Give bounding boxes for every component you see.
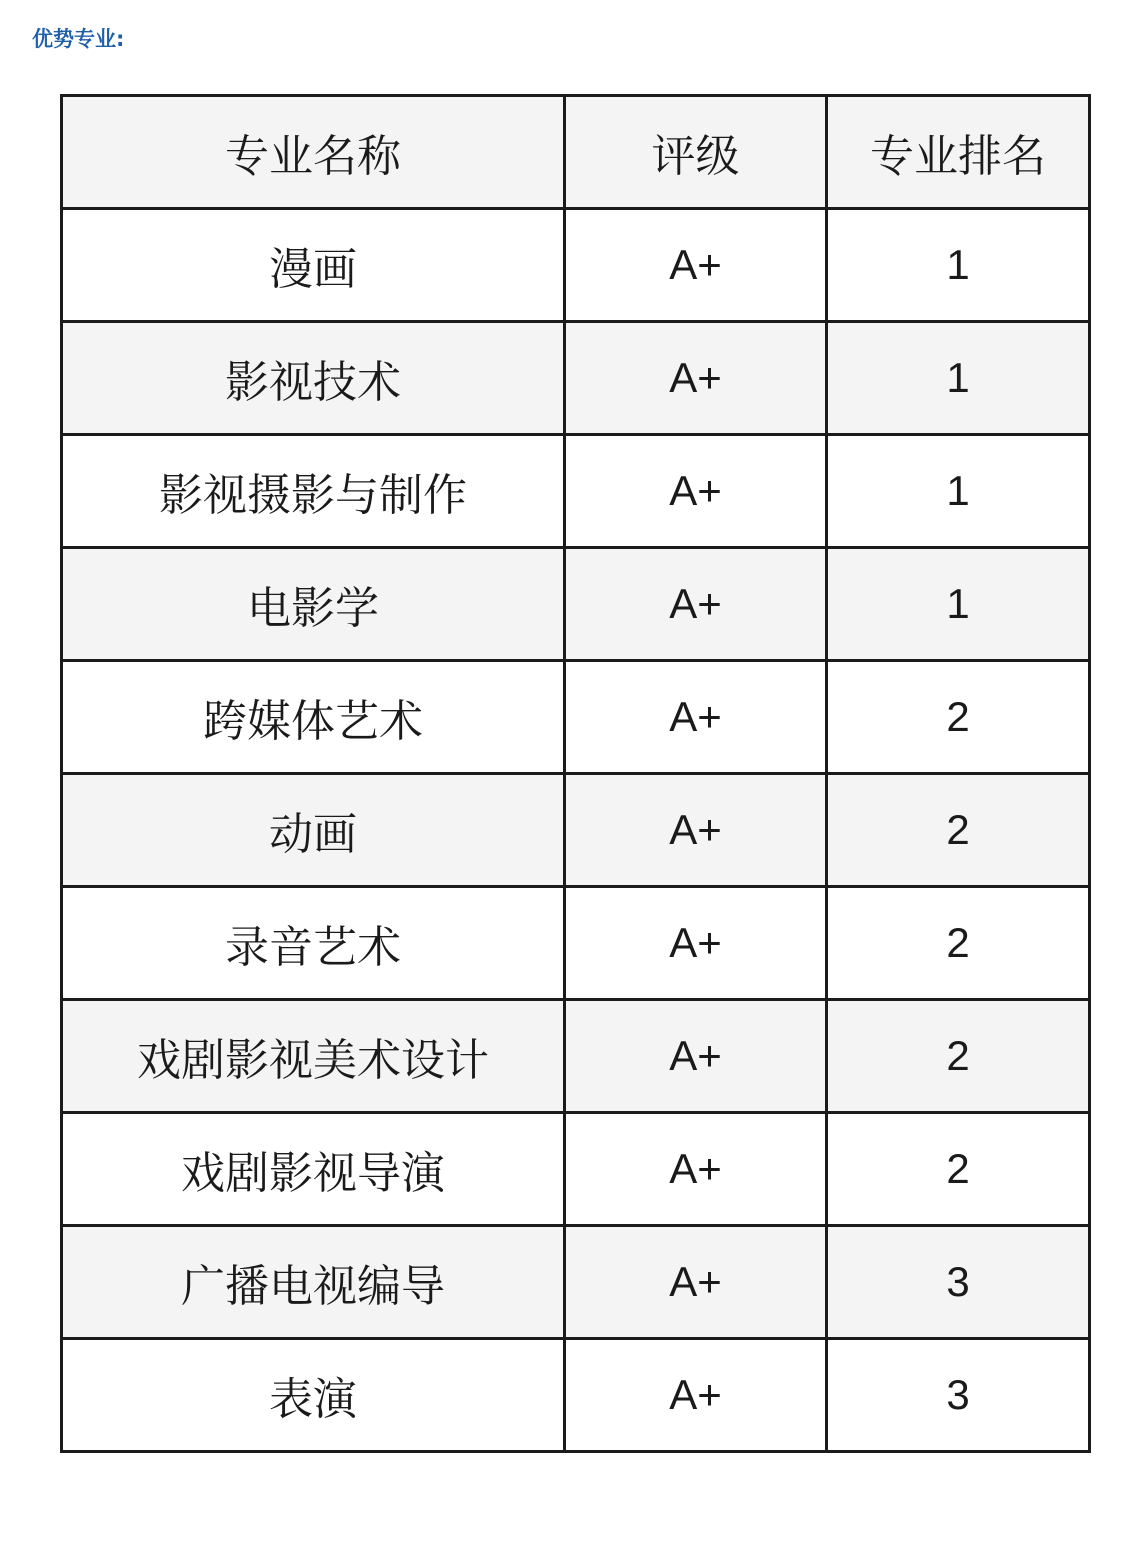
major-name-cell: 影视技术 <box>62 322 565 435</box>
major-name-cell: 表演 <box>62 1339 565 1452</box>
header-rank: 专业排名 <box>827 96 1090 209</box>
rank-cell: 2 <box>827 887 1090 1000</box>
majors-table <box>60 94 1091 1453</box>
grade-cell: A+ <box>565 887 827 1000</box>
table-row <box>62 435 1090 548</box>
grade-cell: A+ <box>565 435 827 548</box>
rank-cell: 1 <box>827 548 1090 661</box>
grade-cell: A+ <box>565 322 827 435</box>
header-grade: 评级 <box>565 96 827 209</box>
major-name-cell: 漫画 <box>62 209 565 322</box>
table-row <box>62 209 1090 322</box>
table-row <box>62 322 1090 435</box>
grade-cell: A+ <box>565 1339 827 1452</box>
grade-cell: A+ <box>565 661 827 774</box>
major-name-cell: 动画 <box>62 774 565 887</box>
major-name-cell: 广播电视编导 <box>62 1226 565 1339</box>
rank-cell: 3 <box>827 1226 1090 1339</box>
table-row <box>62 1339 1090 1452</box>
major-name-cell: 戏剧影视导演 <box>62 1113 565 1226</box>
major-name-cell: 电影学 <box>62 548 565 661</box>
table-row <box>62 661 1090 774</box>
grade-cell: A+ <box>565 1000 827 1113</box>
rank-cell: 2 <box>827 1000 1090 1113</box>
table-row <box>62 887 1090 1000</box>
majors-table-container <box>60 94 1091 1453</box>
table-row <box>62 548 1090 661</box>
table-header-row <box>62 96 1090 209</box>
rank-cell: 3 <box>827 1339 1090 1452</box>
grade-cell: A+ <box>565 774 827 887</box>
grade-cell: A+ <box>565 548 827 661</box>
grade-cell: A+ <box>565 1113 827 1226</box>
rank-cell: 2 <box>827 1113 1090 1226</box>
header-major-name: 专业名称 <box>62 96 565 209</box>
table-row <box>62 1113 1090 1226</box>
rank-cell: 1 <box>827 322 1090 435</box>
table-row <box>62 1000 1090 1113</box>
rank-cell: 1 <box>827 435 1090 548</box>
grade-cell: A+ <box>565 1226 827 1339</box>
rank-cell: 2 <box>827 661 1090 774</box>
table-row <box>62 774 1090 887</box>
major-name-cell: 影视摄影与制作 <box>62 435 565 548</box>
major-name-cell: 戏剧影视美术设计 <box>62 1000 565 1113</box>
rank-cell: 2 <box>827 774 1090 887</box>
grade-cell: A+ <box>565 209 827 322</box>
table-row <box>62 1226 1090 1339</box>
rank-cell: 1 <box>827 209 1090 322</box>
major-name-cell: 跨媒体艺术 <box>62 661 565 774</box>
major-name-cell: 录音艺术 <box>62 887 565 1000</box>
section-title: 优势专业: <box>32 27 125 51</box>
